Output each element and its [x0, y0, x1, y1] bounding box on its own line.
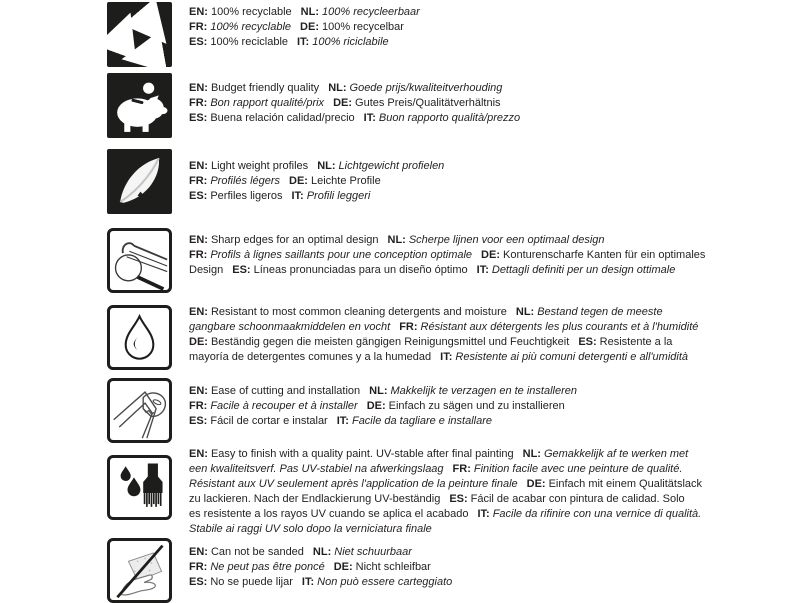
text-segment	[527, 478, 702, 490]
language-label: DE:	[289, 175, 308, 187]
text-segment	[189, 82, 319, 94]
language-label: FR:	[189, 21, 208, 33]
description-text: Facile da rifinire con una vernice di qualità.	[492, 508, 702, 520]
text-line	[189, 305, 709, 320]
text-segment	[301, 6, 420, 18]
description-text: es resistente a los rayos UV cuando se aplica el acabado	[189, 508, 469, 520]
language-label: NL:	[328, 82, 347, 94]
text-line	[189, 507, 709, 522]
description-text: Lichtgewicht profielen	[338, 160, 445, 172]
text-line	[189, 447, 709, 462]
text-segment	[440, 351, 688, 363]
description-text: Résistant aux détergents les plus courants et à l'humidité	[420, 321, 699, 333]
feature-text	[189, 384, 709, 429]
language-label: EN:	[189, 448, 208, 460]
language-label: EN:	[189, 385, 208, 397]
language-label: DE:	[300, 21, 319, 33]
text-segment	[189, 112, 355, 124]
text-segment	[189, 160, 308, 172]
text-segment	[189, 448, 514, 460]
feature-text	[189, 447, 709, 537]
text-segment	[189, 321, 390, 333]
feather-icon	[107, 149, 172, 214]
text-segment	[189, 36, 288, 48]
text-line	[189, 414, 709, 429]
language-label: FR:	[399, 321, 418, 333]
piggy-bank-icon	[107, 73, 172, 138]
description-text: 100% recyclable	[210, 6, 292, 18]
language-label: DE:	[333, 561, 353, 573]
description-text: Can not be sanded	[210, 546, 304, 558]
feature-text	[189, 545, 709, 590]
text-line	[189, 248, 709, 263]
language-label: ES:	[189, 576, 208, 588]
description-text: Stabile ai raggi UV solo dopo la verniciatura finale	[189, 523, 432, 535]
description-text: Fácil de acabar con pintura de calidad. Solo	[470, 493, 685, 505]
feature-text	[189, 233, 709, 278]
description-text: Facile à recouper et à installer	[210, 400, 358, 412]
text-segment	[189, 561, 325, 573]
text-segment	[334, 561, 431, 573]
language-label: DE:	[526, 478, 546, 490]
text-line	[189, 111, 709, 126]
description-text: Niet schuurbaar	[334, 546, 412, 558]
text-segment	[189, 351, 431, 363]
text-segment	[189, 546, 304, 558]
text-line	[189, 20, 709, 35]
description-text: Facile da tagliare e installare	[351, 415, 492, 427]
language-label: FR:	[189, 561, 208, 573]
text-segment	[189, 264, 223, 276]
description-text: mayoría de detergentes comunes y a la humedad	[189, 351, 432, 363]
text-segment	[189, 336, 569, 348]
language-label: ES:	[189, 112, 208, 124]
description-text: 100% riciclabile	[312, 36, 389, 48]
language-label: IT:	[301, 576, 315, 588]
language-label: EN:	[189, 306, 208, 318]
text-segment	[477, 264, 676, 276]
description-text: zu lackieren. Nach der Endlackierung UV-beständig	[189, 493, 441, 505]
description-text: Leichte Profile	[310, 175, 381, 187]
text-segment	[369, 385, 577, 397]
text-segment	[189, 6, 292, 18]
description-text: Easy to finish with a quality paint. UV-stable after final painting	[210, 448, 514, 460]
language-label: IT:	[291, 190, 304, 202]
description-text: Budget friendly quality	[210, 82, 320, 94]
text-segment	[189, 97, 324, 109]
language-label: ES:	[232, 264, 251, 276]
description-text: Fácil de cortar e instalar	[210, 415, 328, 427]
description-text: Einfach mit einem Qualitätslack	[548, 478, 703, 490]
text-line	[189, 81, 709, 96]
text-segment	[189, 463, 444, 475]
text-segment	[189, 21, 291, 33]
sharp-edges-icon	[107, 228, 172, 293]
text-segment	[313, 546, 412, 558]
text-segment	[189, 175, 280, 187]
language-label: NL:	[300, 6, 319, 18]
language-label: EN:	[189, 234, 208, 246]
description-text: Scherpe lijnen voor een optimaal design	[408, 234, 605, 246]
description-text: Sharp edges for an optimal design	[210, 234, 379, 246]
text-segment	[189, 508, 468, 520]
language-label: FR:	[452, 463, 471, 475]
description-text: 100% recycleerbaar	[322, 6, 420, 18]
language-label: EN:	[189, 546, 208, 558]
text-segment	[189, 385, 360, 397]
description-text: Non può essere carteggiato	[317, 576, 453, 588]
description-text: Resistente ai più comuni detergenti e all'umidità	[455, 351, 689, 363]
text-segment	[317, 160, 444, 172]
text-segment	[189, 306, 507, 318]
language-label: DE:	[481, 249, 500, 261]
text-line	[189, 174, 709, 189]
language-label: ES:	[189, 415, 208, 427]
text-segment	[300, 21, 404, 33]
feature-text	[189, 81, 709, 126]
text-line	[189, 462, 709, 477]
saw-icon	[107, 378, 172, 443]
water-drop-icon	[107, 305, 172, 370]
language-label: ES:	[449, 493, 468, 505]
description-text: Buon rapporto qualità/prezzo	[378, 112, 521, 124]
description-text: Resistente a la	[599, 336, 673, 348]
description-text: 100% recyclable	[210, 21, 292, 33]
description-text: Einfach zu sägen und zu installieren	[388, 400, 565, 412]
description-text: Ne peut pas être poncé	[210, 561, 325, 573]
description-text: Bon rapport qualité/prix	[210, 97, 325, 109]
text-segment	[477, 508, 701, 520]
description-text: Nicht schleifbar	[355, 561, 431, 573]
paint-brush-icon	[107, 455, 172, 520]
text-segment	[189, 523, 432, 535]
description-text: Light weight profiles	[210, 160, 309, 172]
text-segment	[189, 190, 282, 202]
language-label: IT:	[477, 508, 490, 520]
feature-text	[189, 5, 709, 50]
text-segment	[189, 576, 293, 588]
language-label: EN:	[189, 82, 208, 94]
text-segment	[189, 234, 379, 246]
text-segment	[232, 264, 467, 276]
description-text: Dettagli definiti per un design ottimale	[491, 264, 676, 276]
feature-text	[189, 305, 709, 365]
language-label: NL:	[317, 160, 336, 172]
language-label: DE:	[333, 97, 353, 109]
text-segment	[297, 36, 389, 48]
description-text: Ease of cutting and installation	[210, 385, 361, 397]
text-segment	[449, 493, 684, 505]
text-line	[189, 35, 709, 50]
description-text: Gemakkelijk af te werken met	[543, 448, 689, 460]
text-segment	[523, 448, 689, 460]
description-text: gangbare schoonmaakmiddelen en vocht	[189, 321, 391, 333]
text-segment	[189, 249, 472, 261]
language-label: ES:	[189, 190, 208, 202]
description-text: Finition facile avec une peinture de qualité.	[473, 463, 683, 475]
language-label: IT:	[297, 36, 310, 48]
text-segment	[333, 97, 500, 109]
language-label: FR:	[189, 249, 208, 261]
text-segment	[189, 493, 440, 505]
text-segment	[364, 112, 521, 124]
feature-text	[189, 159, 709, 204]
text-segment	[453, 463, 683, 475]
text-line	[189, 384, 709, 399]
text-segment	[291, 190, 370, 202]
description-text: Líneas pronunciadas para un diseño óptimo	[253, 264, 468, 276]
text-segment	[328, 82, 502, 94]
text-line	[189, 320, 709, 335]
text-line	[189, 492, 709, 507]
no-sanding-icon	[107, 538, 172, 603]
text-line	[189, 159, 709, 174]
text-segment	[367, 400, 565, 412]
description-text: 100% reciclable	[210, 36, 288, 48]
text-line	[189, 189, 709, 204]
description-text: Resistant to most common cleaning detergents and moisture	[210, 306, 507, 318]
text-line	[189, 560, 709, 575]
description-text: Profilés légers	[210, 175, 281, 187]
description-text: Perfiles ligeros	[210, 190, 283, 202]
text-segment	[189, 478, 518, 490]
text-line	[189, 5, 709, 20]
language-label: IT:	[363, 112, 376, 124]
description-text: Bestand tegen de meeste	[537, 306, 663, 318]
recycling-icon	[107, 2, 172, 67]
description-text: Konturenscharfe Kanten für ein optimales	[503, 249, 706, 261]
text-line	[189, 335, 709, 350]
language-label: NL:	[515, 306, 535, 318]
text-line	[189, 399, 709, 414]
text-line	[189, 575, 709, 590]
description-text: No se puede lijar	[210, 576, 293, 588]
language-label: DE:	[189, 336, 208, 348]
description-text: een kwaliteitsverf. Pas UV-stabiel na afwerkingslaag	[189, 463, 444, 475]
language-label: EN:	[189, 160, 208, 172]
text-segment	[289, 175, 381, 187]
language-label: FR:	[189, 97, 208, 109]
text-line	[189, 522, 709, 537]
description-text: Design	[189, 264, 224, 276]
text-line	[189, 263, 709, 278]
language-label: NL:	[369, 385, 388, 397]
language-label: ES:	[578, 336, 597, 348]
language-label: ES:	[189, 36, 208, 48]
language-label: IT:	[476, 264, 489, 276]
text-line	[189, 96, 709, 111]
language-label: IT:	[336, 415, 349, 427]
text-segment	[189, 415, 328, 427]
description-text: Makkelijk te verzagen en te installeren	[390, 385, 577, 397]
language-label: EN:	[189, 6, 208, 18]
description-text: Beständig gegen die meisten gängigen Reinigungsmittel und Feuchtigkeit	[210, 336, 570, 348]
description-text: 100% recycelbar	[322, 21, 404, 33]
text-segment	[189, 400, 358, 412]
description-text: Résistant aux UV seulement après l'application de la peinture finale	[189, 478, 518, 490]
language-label: NL:	[312, 546, 332, 558]
language-label: NL:	[522, 448, 541, 460]
text-segment	[302, 576, 452, 588]
text-segment	[399, 321, 698, 333]
text-segment	[337, 415, 492, 427]
description-text: Profili leggeri	[306, 190, 371, 202]
text-segment	[481, 249, 705, 261]
text-segment	[388, 234, 605, 246]
language-label: DE:	[366, 400, 386, 412]
description-text: Profils à lignes saillants pour une conception optimale	[210, 249, 473, 261]
language-label: FR:	[189, 175, 208, 187]
description-text: Goede prijs/kwaliteitverhouding	[349, 82, 503, 94]
language-label: FR:	[189, 400, 208, 412]
description-text: Buena relación calidad/precio	[210, 112, 355, 124]
language-label: IT:	[440, 351, 453, 363]
text-segment	[516, 306, 663, 318]
text-segment	[578, 336, 672, 348]
description-text: Gutes Preis/Qualitätverhältnis	[355, 97, 501, 109]
text-line	[189, 350, 709, 365]
text-line	[189, 545, 709, 560]
language-label: NL:	[387, 234, 406, 246]
text-line	[189, 233, 709, 248]
text-line	[189, 477, 709, 492]
